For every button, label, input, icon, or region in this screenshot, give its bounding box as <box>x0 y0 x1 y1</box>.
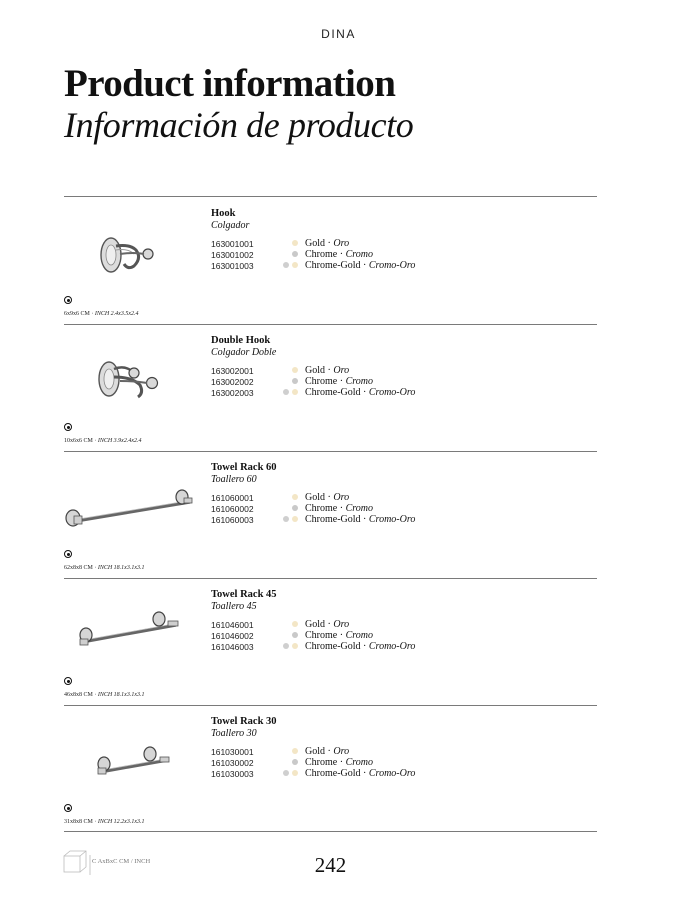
chrome-swatch-icon <box>292 759 298 765</box>
finish-label-es: Cromo-Oro <box>368 387 416 398</box>
dims-cm: 10x6x6 CM <box>64 438 93 444</box>
finish-chrome-gold: Chrome-Gold · Cromo-Oro <box>282 387 415 398</box>
gold-swatch-icon <box>292 748 298 754</box>
chrome-swatch-icon <box>292 505 298 511</box>
dims-inch: INCH 2.4x3.5x2.4 <box>94 311 139 317</box>
finish-label: Gold <box>305 619 325 630</box>
finish-chrome-gold: Chrome-Gold · Cromo-Oro <box>282 260 415 271</box>
product-code: 163001003 <box>211 261 254 271</box>
chrome-swatch-icon <box>292 251 298 257</box>
product-code: 163002003 <box>211 388 254 398</box>
finish-label-es: Oro <box>333 619 350 630</box>
product-code: 163001001 <box>211 239 254 249</box>
product-name-es: Toallero 30 <box>211 728 257 739</box>
product-dimensions: 46x8x8 CM · INCH 18.1x3.1x3.1 <box>64 692 145 698</box>
product-towel-rack-45 <box>64 579 597 705</box>
finish-label: Chrome <box>305 503 338 514</box>
product-name: Double Hook <box>211 335 271 346</box>
finish-label: Chrome-Gold <box>305 260 361 271</box>
product-name-es: Colgador Doble <box>211 347 277 358</box>
finish-label: Gold <box>305 746 325 757</box>
product-code: 163002002 <box>211 377 254 387</box>
product-hook <box>64 198 597 324</box>
chrome-swatch-icon <box>283 262 289 268</box>
product-code: 161030002 <box>211 758 254 768</box>
dimension-icon <box>64 296 72 304</box>
dims-inch: INCH 12.2x3.1x3.1 <box>97 819 145 825</box>
finish-label-es: Cromo <box>345 630 373 641</box>
finish-list <box>282 746 415 779</box>
chrome-swatch-icon <box>283 770 289 776</box>
page-subtitle: Información de producto <box>64 105 414 145</box>
finish-label-es: Cromo-Oro <box>368 260 416 271</box>
finish-chrome-gold: Chrome-Gold · Cromo-Oro <box>282 641 415 652</box>
finish-chrome: Chrome · Cromo <box>282 376 415 387</box>
finish-chrome: Chrome · Cromo <box>282 249 415 260</box>
double-hook-image <box>64 325 204 415</box>
product-name: Towel Rack 45 <box>211 589 277 600</box>
finish-label-es: Cromo-Oro <box>368 768 416 779</box>
chrome-swatch-icon <box>283 389 289 395</box>
product-code: 161060001 <box>211 493 254 503</box>
finish-label-es: Cromo <box>345 757 373 768</box>
dimension-icon <box>64 423 72 431</box>
finish-gold: Gold · Oro <box>282 619 415 630</box>
hook-image <box>64 198 204 288</box>
finish-label-es: Oro <box>333 492 350 503</box>
chrome-swatch-icon <box>283 516 289 522</box>
divider-top <box>64 196 597 197</box>
dims-cm: 62x8x8 CM <box>64 565 93 571</box>
gold-swatch-icon <box>292 240 298 246</box>
finish-chrome-gold: Chrome-Gold · Cromo-Oro <box>282 514 415 525</box>
page-title: Product information <box>64 62 396 105</box>
finish-gold: Gold · Oro <box>282 746 415 757</box>
chrome-swatch-icon <box>292 632 298 638</box>
product-name-es: Toallero 45 <box>211 601 257 612</box>
towel-rack-45-image <box>64 579 204 669</box>
finish-chrome-gold: Chrome-Gold · Cromo-Oro <box>282 768 415 779</box>
finish-chrome: Chrome · Cromo <box>282 630 415 641</box>
product-code: 161030001 <box>211 747 254 757</box>
product-towel-rack-60 <box>64 452 597 578</box>
gold-swatch-icon <box>292 367 298 373</box>
finish-label-es: Cromo <box>345 376 373 387</box>
product-name: Hook <box>211 208 236 219</box>
dims-inch: INCH 18.1x3.1x3.1 <box>97 692 145 698</box>
gold-swatch-icon <box>292 643 298 649</box>
product-dimensions: 31x8x8 CM · INCH 12.2x3.1x3.1 <box>64 819 145 825</box>
product-dimensions: 6x9x6 CM · INCH 2.4x3.5x2.4 <box>64 311 139 317</box>
divider <box>64 831 597 832</box>
product-code: 161046001 <box>211 620 254 630</box>
finish-chrome: Chrome · Cromo <box>282 503 415 514</box>
finish-label-es: Oro <box>333 238 350 249</box>
chrome-swatch-icon <box>292 378 298 384</box>
product-name: Towel Rack 30 <box>211 716 277 727</box>
dims-cm: 6x9x6 CM <box>64 311 90 317</box>
finish-gold: Gold · Oro <box>282 365 415 376</box>
chrome-swatch-icon <box>283 643 289 649</box>
product-codes <box>211 620 254 653</box>
gold-swatch-icon <box>292 516 298 522</box>
dims-cm: 31x8x8 CM <box>64 819 93 825</box>
dimension-legend: C AxBxC CM / INCH <box>92 858 151 865</box>
product-towel-rack-30 <box>64 706 597 832</box>
finish-chrome: Chrome · Cromo <box>282 757 415 768</box>
product-name: Towel Rack 60 <box>211 462 277 473</box>
product-name-es: Toallero 60 <box>211 474 257 485</box>
gold-swatch-icon <box>292 389 298 395</box>
finish-label: Chrome-Gold <box>305 514 361 525</box>
dims-inch: INCH 3.9x2.4x2.4 <box>97 438 142 444</box>
dimension-icon <box>64 677 72 685</box>
gold-swatch-icon <box>292 621 298 627</box>
product-code: 161030003 <box>211 769 254 779</box>
finish-list <box>282 492 415 525</box>
product-code: 163002001 <box>211 366 254 376</box>
product-codes <box>211 493 254 526</box>
product-double-hook <box>64 325 597 451</box>
finish-gold: Gold · Oro <box>282 238 415 249</box>
finish-list <box>282 365 415 398</box>
finish-label: Gold <box>305 492 325 503</box>
finish-label: Chrome <box>305 249 338 260</box>
finish-label-es: Cromo-Oro <box>368 514 416 525</box>
dims-inch: INCH 18.1x3.1x3.1 <box>97 565 145 571</box>
finish-label-es: Oro <box>333 365 350 376</box>
towel-rack-60-image <box>64 452 204 542</box>
product-codes <box>211 239 254 272</box>
gold-swatch-icon <box>292 262 298 268</box>
product-code: 163001002 <box>211 250 254 260</box>
product-code: 161046003 <box>211 642 254 652</box>
product-dimensions: 62x8x8 CM · INCH 18.1x3.1x3.1 <box>64 565 145 571</box>
gold-swatch-icon <box>292 494 298 500</box>
brand-header: DINA <box>321 27 356 41</box>
finish-label: Chrome <box>305 376 338 387</box>
dimension-icon <box>64 804 72 812</box>
finish-label: Chrome-Gold <box>305 768 361 779</box>
finish-list <box>282 238 415 271</box>
finish-label: Gold <box>305 365 325 376</box>
finish-label: Gold <box>305 238 325 249</box>
finish-list <box>282 619 415 652</box>
towel-rack-30-image <box>64 706 204 796</box>
finish-label: Chrome-Gold <box>305 387 361 398</box>
finish-gold: Gold · Oro <box>282 492 415 503</box>
page-number: 242 <box>314 853 347 877</box>
product-codes <box>211 747 254 780</box>
finish-label: Chrome <box>305 757 338 768</box>
product-code: 161060002 <box>211 504 254 514</box>
finish-label-es: Cromo <box>345 249 373 260</box>
finish-label-es: Cromo-Oro <box>368 641 416 652</box>
product-code: 161046002 <box>211 631 254 641</box>
product-name-es: Colgador <box>211 220 250 231</box>
product-codes <box>211 366 254 399</box>
dims-cm: 46x8x8 CM <box>64 692 93 698</box>
finish-label-es: Cromo <box>345 503 373 514</box>
product-code: 161060003 <box>211 515 254 525</box>
finish-label: Chrome-Gold <box>305 641 361 652</box>
dimension-icon <box>64 550 72 558</box>
finish-label-es: Oro <box>333 746 350 757</box>
finish-label: Chrome <box>305 630 338 641</box>
product-dimensions: 10x6x6 CM · INCH 3.9x2.4x2.4 <box>64 438 142 444</box>
gold-swatch-icon <box>292 770 298 776</box>
